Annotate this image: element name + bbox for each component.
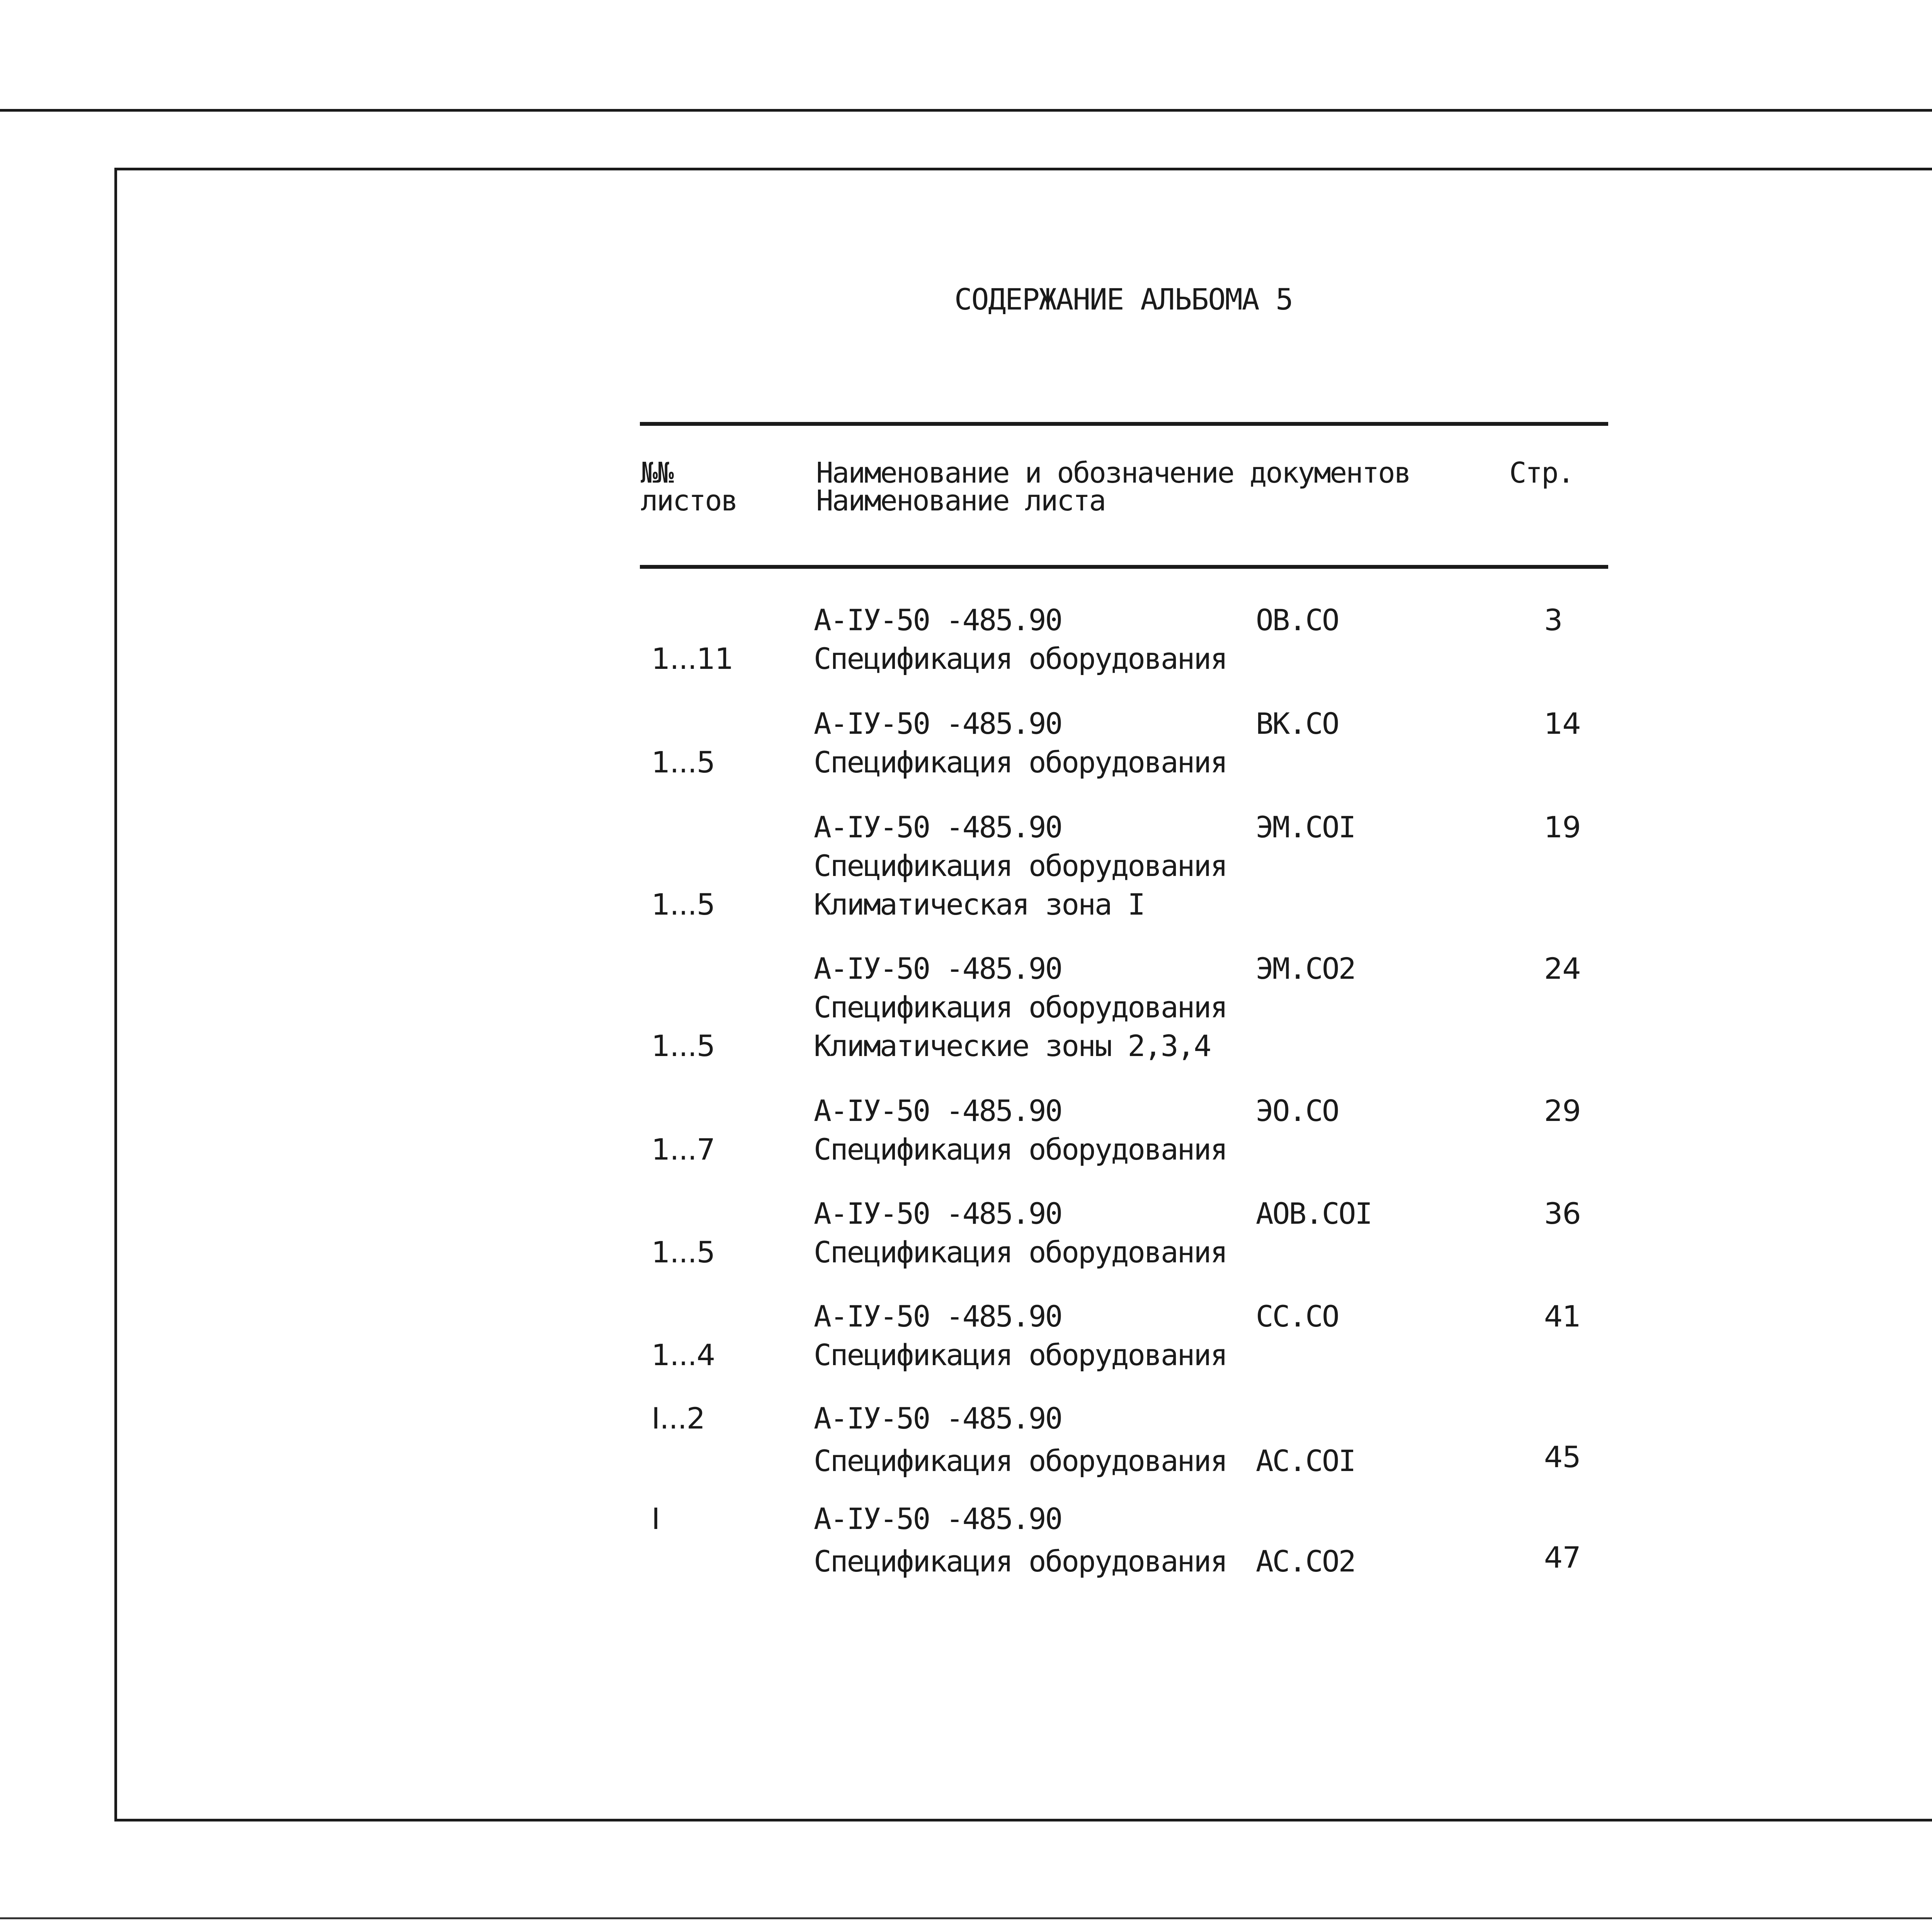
sheet-subtitle: Климатические зоны 2,3,4 — [814, 1029, 1211, 1063]
sheet-name: Спецификация оборудования — [814, 990, 1227, 1024]
document-mark: ВК.СО — [1256, 706, 1338, 741]
header-page: Стр. — [1509, 456, 1574, 490]
sheet-name: Спецификация оборудования — [814, 1132, 1227, 1167]
sheet-range: 1...5 — [651, 1029, 715, 1063]
document-mark: СС.СО — [1256, 1299, 1338, 1333]
document-code: А-IУ-50 -485.90 — [814, 1196, 1062, 1231]
header-sheets: №№ листов — [641, 456, 737, 517]
page-number: 19 — [1544, 810, 1581, 844]
sheet-name: Спецификация оборудования — [814, 1338, 1227, 1372]
sheet-range: 1...5 — [651, 887, 715, 922]
page-number: 41 — [1544, 1299, 1581, 1333]
page-number: 14 — [1544, 706, 1581, 741]
document-code: А-IУ-50 -485.90 — [814, 951, 1062, 986]
sheet-name: Спецификация оборудования — [814, 641, 1227, 676]
page-number: 45 — [1544, 1440, 1581, 1474]
sheet-range: I...2 — [651, 1401, 705, 1435]
document-mark: ЭМ.СО2 — [1256, 951, 1355, 986]
sheet-name: Спецификация оборудования — [814, 1235, 1227, 1269]
sheet-range: 1...5 — [651, 1235, 715, 1269]
header-name: Наименование и обозначение документов Наименование листа — [816, 456, 1410, 517]
document-mark: ОВ.СО — [1256, 603, 1338, 637]
outer-top-border — [0, 109, 1932, 112]
document-code: А-IУ-50 -485.90 — [814, 1401, 1062, 1435]
page-number: 47 — [1544, 1540, 1581, 1575]
sheet-range: 1...11 — [651, 641, 733, 676]
page-number: 29 — [1544, 1094, 1581, 1128]
sheet-range: I — [651, 1502, 660, 1536]
table-header-rule — [640, 565, 1608, 569]
sheet-subtitle: Климатическая зона I — [814, 887, 1145, 922]
document-mark: АОВ.СОI — [1256, 1196, 1372, 1231]
sheet-name: Спецификация оборудования — [814, 849, 1227, 883]
sheet-range: 1...5 — [651, 745, 715, 779]
document-mark: АС.СОI — [1256, 1444, 1355, 1478]
document-mark: ЭМ.СОI — [1256, 810, 1355, 844]
sheet-range: 1...4 — [651, 1338, 715, 1372]
bottom-cut-line — [0, 1917, 1932, 1919]
document-code: А-IУ-50 -485.90 — [814, 1299, 1062, 1333]
table-top-rule — [640, 422, 1608, 426]
page-number: 24 — [1544, 951, 1581, 986]
document-code: А-IУ-50 -485.90 — [814, 1094, 1062, 1128]
sheet-name: Спецификация оборудования — [814, 1544, 1227, 1578]
page-number: 3 — [1544, 603, 1563, 637]
document-code: А-IУ-50 -485.90 — [814, 706, 1062, 741]
page-number: 36 — [1544, 1196, 1581, 1231]
document-code: А-IУ-50 -485.90 — [814, 810, 1062, 844]
document-mark: АС.СО2 — [1256, 1544, 1355, 1578]
sheet-name: Спецификация оборудования — [814, 745, 1227, 779]
document-code: А-IУ-50 -485.90 — [814, 1502, 1062, 1536]
sheet-range: 1...7 — [651, 1132, 715, 1167]
sheet-name: Спецификация оборудования — [814, 1444, 1227, 1478]
document-mark: ЭО.СО — [1256, 1094, 1338, 1128]
page-title: СОДЕРЖАНИЕ АЛЬБОМА 5 — [954, 282, 1293, 316]
document-code: А-IУ-50 -485.90 — [814, 603, 1062, 637]
